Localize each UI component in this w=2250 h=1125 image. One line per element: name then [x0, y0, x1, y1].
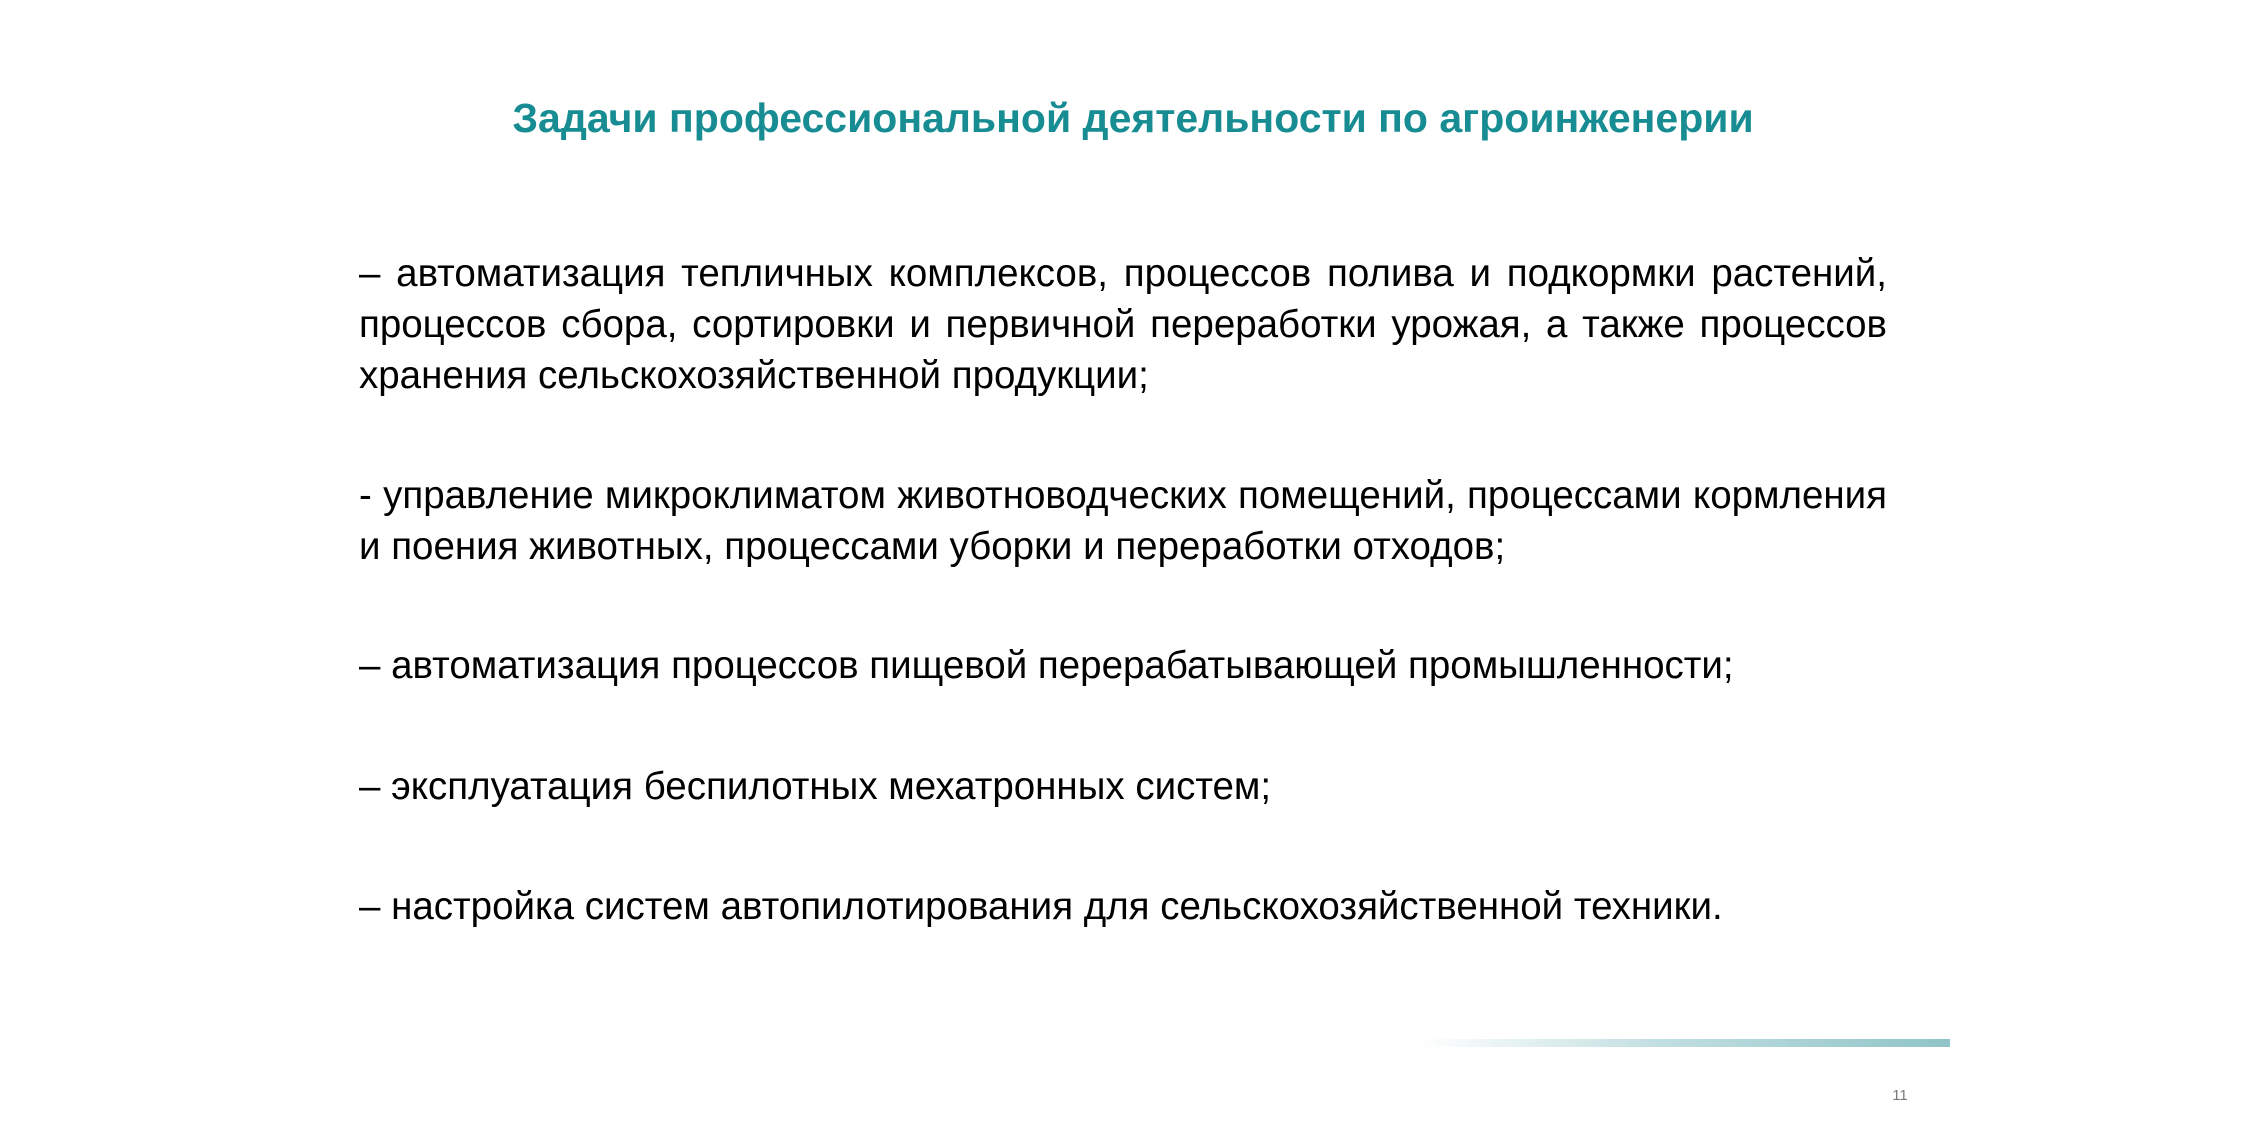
task-item: – автоматизация тепличных комплексов, процессов полива и подкормки растений, процессов сбора, сортировки и первичной переработки урожая, а также процессов хранения сельскохозяйственной продукции; [359, 252, 1887, 397]
task-list [359, 248, 1887, 932]
task-item: – настройка систем автопилотирования для сельскохозяйственной техники. [359, 885, 1723, 928]
task-item: - управление микроклиматом животноводческих помещений, процессами кормления и поения животных, процессами уборки и переработки отходов; [359, 474, 1887, 568]
task-item: – автоматизация процессов пищевой перерабатывающей промышленности; [359, 644, 1734, 687]
footer-accent-bar [1420, 1039, 1950, 1047]
page-number: 11 [1892, 1087, 1908, 1104]
task-item: – эксплуатация беспилотных мехатронных систем; [359, 765, 1272, 808]
slide-title: Задачи профессиональной деятельности по агроинженерии [512, 95, 1754, 141]
